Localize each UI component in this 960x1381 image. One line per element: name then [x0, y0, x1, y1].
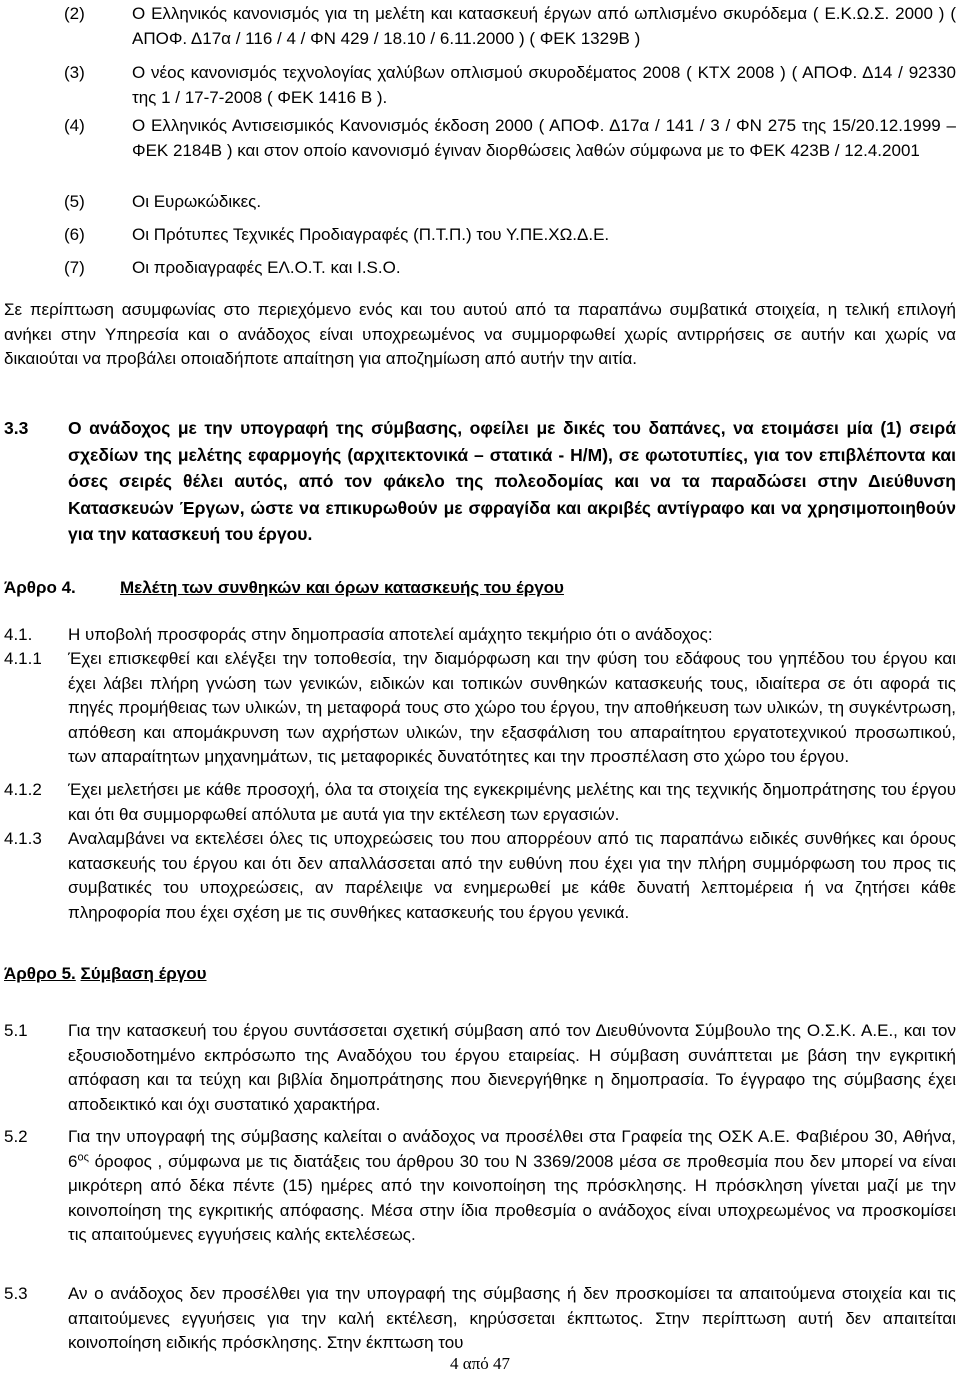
clause-text: Έχει επισκεφθεί και ελέγξει την τοποθεσία, την διαμόρφωση και την φύση του εδάφους του γηπέδου του έργου και έχει λάβει πλήρη γνώση των γενικών, ειδικών και τοπικών συνθηκών κατασκευής τους, ιδιαίτερα σε ότι αφορά τις πηγές προμήθειας των υλικών, τη μεταφορά τους στο χώρο του έργου, την αποθήκευση των υλικών, τη συγκέντρωση, απόθεση και απομάκρυνση των αχρήστων υλικών, την εξασφάλιση του απαραίτητου εργατοτεχνικού προσωπικού, των απαραίτητων μηχανημάτων, τις μεταφορικές δυνατότητες και την προσπέλαση στο χώρο του έργου.: [68, 649, 956, 766]
clause-item: [4, 623, 956, 648]
clause-text-part: Για την υπογραφή της σύμβασης καλείται ο ανάδοχος να προσέλθει στα Γραφεία της ΟΣΚ Α.Ε. Φαβιέρου 30, Αθήνα, 6: [68, 1127, 956, 1171]
clause-item: [4, 778, 956, 827]
section-text: Ο ανάδοχος με την υπογραφή της σύμβασης, οφείλει με δικές του δαπάνες, να ετοιμάσει μία (1) σειρά σχεδίων της μελέτης εφαρμογής (αρχιτεκτονικά – στατικά - Η/Μ), σε φωτοτυπίες, για τον επιβλέποντα και όσες σειρές θέλει αυτός, από τον φάκελο της πολεοδομίας και να τα παραδώσει στην Διεύθυνση Κατασκευών Έργων, ώστε να επικυρωθούν με σφραγίδα και ακριβές αντίγραφο και να χρησιμοποιηθούν για την κατασκευή του έργου.: [68, 418, 956, 544]
article-5-heading: [4, 962, 207, 987]
article-4-heading: [4, 576, 564, 601]
clause-number: 4.1.3: [4, 829, 42, 848]
article-title: Σύμβαση έργου: [80, 964, 207, 983]
clause-number: 4.1.1: [4, 649, 42, 668]
clause-text: Αναλαμβάνει να εκτελέσει όλες τις υποχρεώσεις του που απορρέουν από τις παραπάνω ειδικές συνθήκες και όρους κατασκευής του έργου και ότι δεν απαλλάσσεται από την ευθύνη που έχει για την πλήρη συμμόρφωση του προς τις συμβατικές του υποχρεώσεις, αν παρέλειψε να ενημερωθεί με κάθε δυνατή λεπτομέρεια ή να ζητήσει κάθε πληροφορία που έχει σχέση με τις συνθήκες κατασκευής του έργου γενικά.: [68, 829, 956, 922]
reference-number: (3): [64, 63, 85, 82]
clause-item: [4, 1125, 956, 1248]
clause-number: 5.2: [4, 1127, 28, 1146]
article-label: Άρθρο 4.: [4, 578, 76, 597]
clause-text: Αν ο ανάδοχος δεν προσέλθει για την υπογραφή της σύμβασης ή δεν προσκομίσει τα απαιτούμενα στοιχεία και τις απαιτούμενες εγγυήσεις για την καλή εκτέλεση, κηρύσσεται έκπτωτος. Στην περίπτωση αυτή δεν απαιτείται κοινοποίηση ειδικής πρόσκλησης. Στην έκπτωση του: [68, 1284, 956, 1352]
article-title: Μελέτη των συνθηκών και όρων κατασκευής του έργου: [120, 578, 564, 597]
reference-number: (7): [64, 258, 85, 277]
clause-number: 5.3: [4, 1284, 28, 1303]
ordinal-superscript: ος: [77, 1150, 89, 1163]
reference-text: Ο Ελληνικός κανονισμός για τη μελέτη και κατασκευή έργων από ωπλισμένο σκυρόδεμα ( Ε.Κ.Ω.Σ. 2000 ) ( ΑΠΟΦ. Δ17α / 116 / 4 / ΦΝ 429 / 18.10 / 6.11.2000 ) ( ΦΕΚ 1329Β ): [132, 4, 956, 48]
clause-text-part: όροφος , σύμφωνα με τις διατάξεις του άρθρου 30 του Ν 3369/2008 μέσα σε προθεσμία που δεν μπορεί να είναι μικρότερη από δέκα πέντε (15) ημέρες από την κοινοποίηση της πρόσκλησης. Η πρόσκληση γίνεται μαζί με την κοινοποίηση της εγκριτικής απόφασης. Μέσα στην ίδια προθεσμία ο ανάδοχος είναι υποχρεωμένος να προσκομίσει τις απαιτούμενες εγγυήσεις καλής εκτελέσεως.: [68, 1151, 956, 1244]
reference-item: [64, 256, 956, 281]
clause-text: Για την κατασκευή του έργου συντάσσεται σχετική σύμβαση από τον Διευθύνοντα Σύμβουλο της Ο.Σ.Κ. Α.Ε., και τον εξουσιοδοτημένο εκπρόσωπο της Αναδόχου του έργου εταιρείας. Η σύμβαση συνάπτεται με βάση την εγκριτική απόφαση και τα τεύχη και βιβλία δημοπράτησης που διενεργήθηκε η δημοπρασία. Το έγγραφο της σύμβασης έχει αποδεικτικό και όχι συστατικό χαρακτήρα.: [68, 1021, 956, 1114]
page-number: 4 από 47: [450, 1354, 510, 1373]
clause-item: [4, 647, 956, 770]
clause-item: [4, 1282, 956, 1356]
clause-text: Έχει μελετήσει με κάθε προσοχή, όλα τα στοιχεία της εγκεκριμένης μελέτης και της τεχνικής δημοπράτησης του έργου και ότι θα συμμορφωθεί απόλυτα με αυτά για την εκτέλεση των εργασιών.: [68, 780, 956, 824]
reference-number: (6): [64, 225, 85, 244]
reference-text: Οι προδιαγραφές ΕΛ.Ο.Τ. και I.S.O.: [132, 258, 401, 277]
clause-number: 4.1.2: [4, 780, 42, 799]
reference-item: [64, 61, 956, 110]
clause-text: [68, 1125, 956, 1248]
reference-text: Ο νέος κανονισμός τεχνολογίας χαλύβων οπλισμού σκυροδέματος 2008 ( ΚΤΧ 2008 ) ( ΑΠΟΦ. Δ14 / 92330 της 1 / 17-7-2008 ( ΦΕΚ 1416 Β ).: [132, 63, 956, 107]
reference-number: (4): [64, 116, 85, 135]
reference-text: Οι Πρότυπες Τεχνικές Προδιαγραφές (Π.Τ.Π.) του Υ.ΠΕ.ΧΩ.Δ.Ε.: [132, 225, 610, 244]
reference-text: Ο Ελληνικός Αντισεισμικός Κανονισμός έκδοση 2000 ( ΑΠΟΦ. Δ17α / 141 / 3 / ΦΝ 275 της 15/20.12.1999 – ΦΕΚ 2184Β ) και στον οποίο κανονισμό έγιναν διορθώσεις λαθών σύμφωνα με το ΦΕΚ 423Β / 12.4.2001: [132, 116, 956, 160]
reference-item: [64, 190, 956, 215]
clause-number: 4.1.: [4, 625, 33, 644]
reference-number: (2): [64, 4, 85, 23]
clause-number: 5.1: [4, 1021, 28, 1040]
conflict-paragraph: Σε περίπτωση ασυμφωνίας στο περιεχόμενο ενός και του αυτού από τα παραπάνω συμβατικά στοιχεία, η τελική επιλογή ανήκει στην Υπηρεσία και ο ανάδοχος είναι υποχρεωμένος να συμμορφωθεί χωρίς αντιρρήσεις σε αυτήν και χωρίς να δικαιούται να προβάλει οποιαδήποτε απαίτηση για αποζημίωση από αυτήν την αιτία.: [4, 300, 956, 368]
clause-item: [4, 827, 956, 925]
reference-item: [64, 114, 956, 163]
reference-number: (5): [64, 192, 85, 211]
article-label: Άρθρο 5.: [4, 964, 76, 983]
reference-item: [64, 223, 956, 248]
reference-text: Οι Ευρωκώδικες.: [132, 192, 262, 211]
section-number: 3.3: [4, 418, 29, 438]
section-3-3: [4, 415, 956, 548]
clause-text: Η υποβολή προσφοράς στην δημοπρασία αποτελεί αμάχητο τεκμήριο ότι ο ανάδοχος:: [68, 625, 713, 644]
reference-item: [64, 2, 956, 51]
clause-item: [4, 1019, 956, 1117]
